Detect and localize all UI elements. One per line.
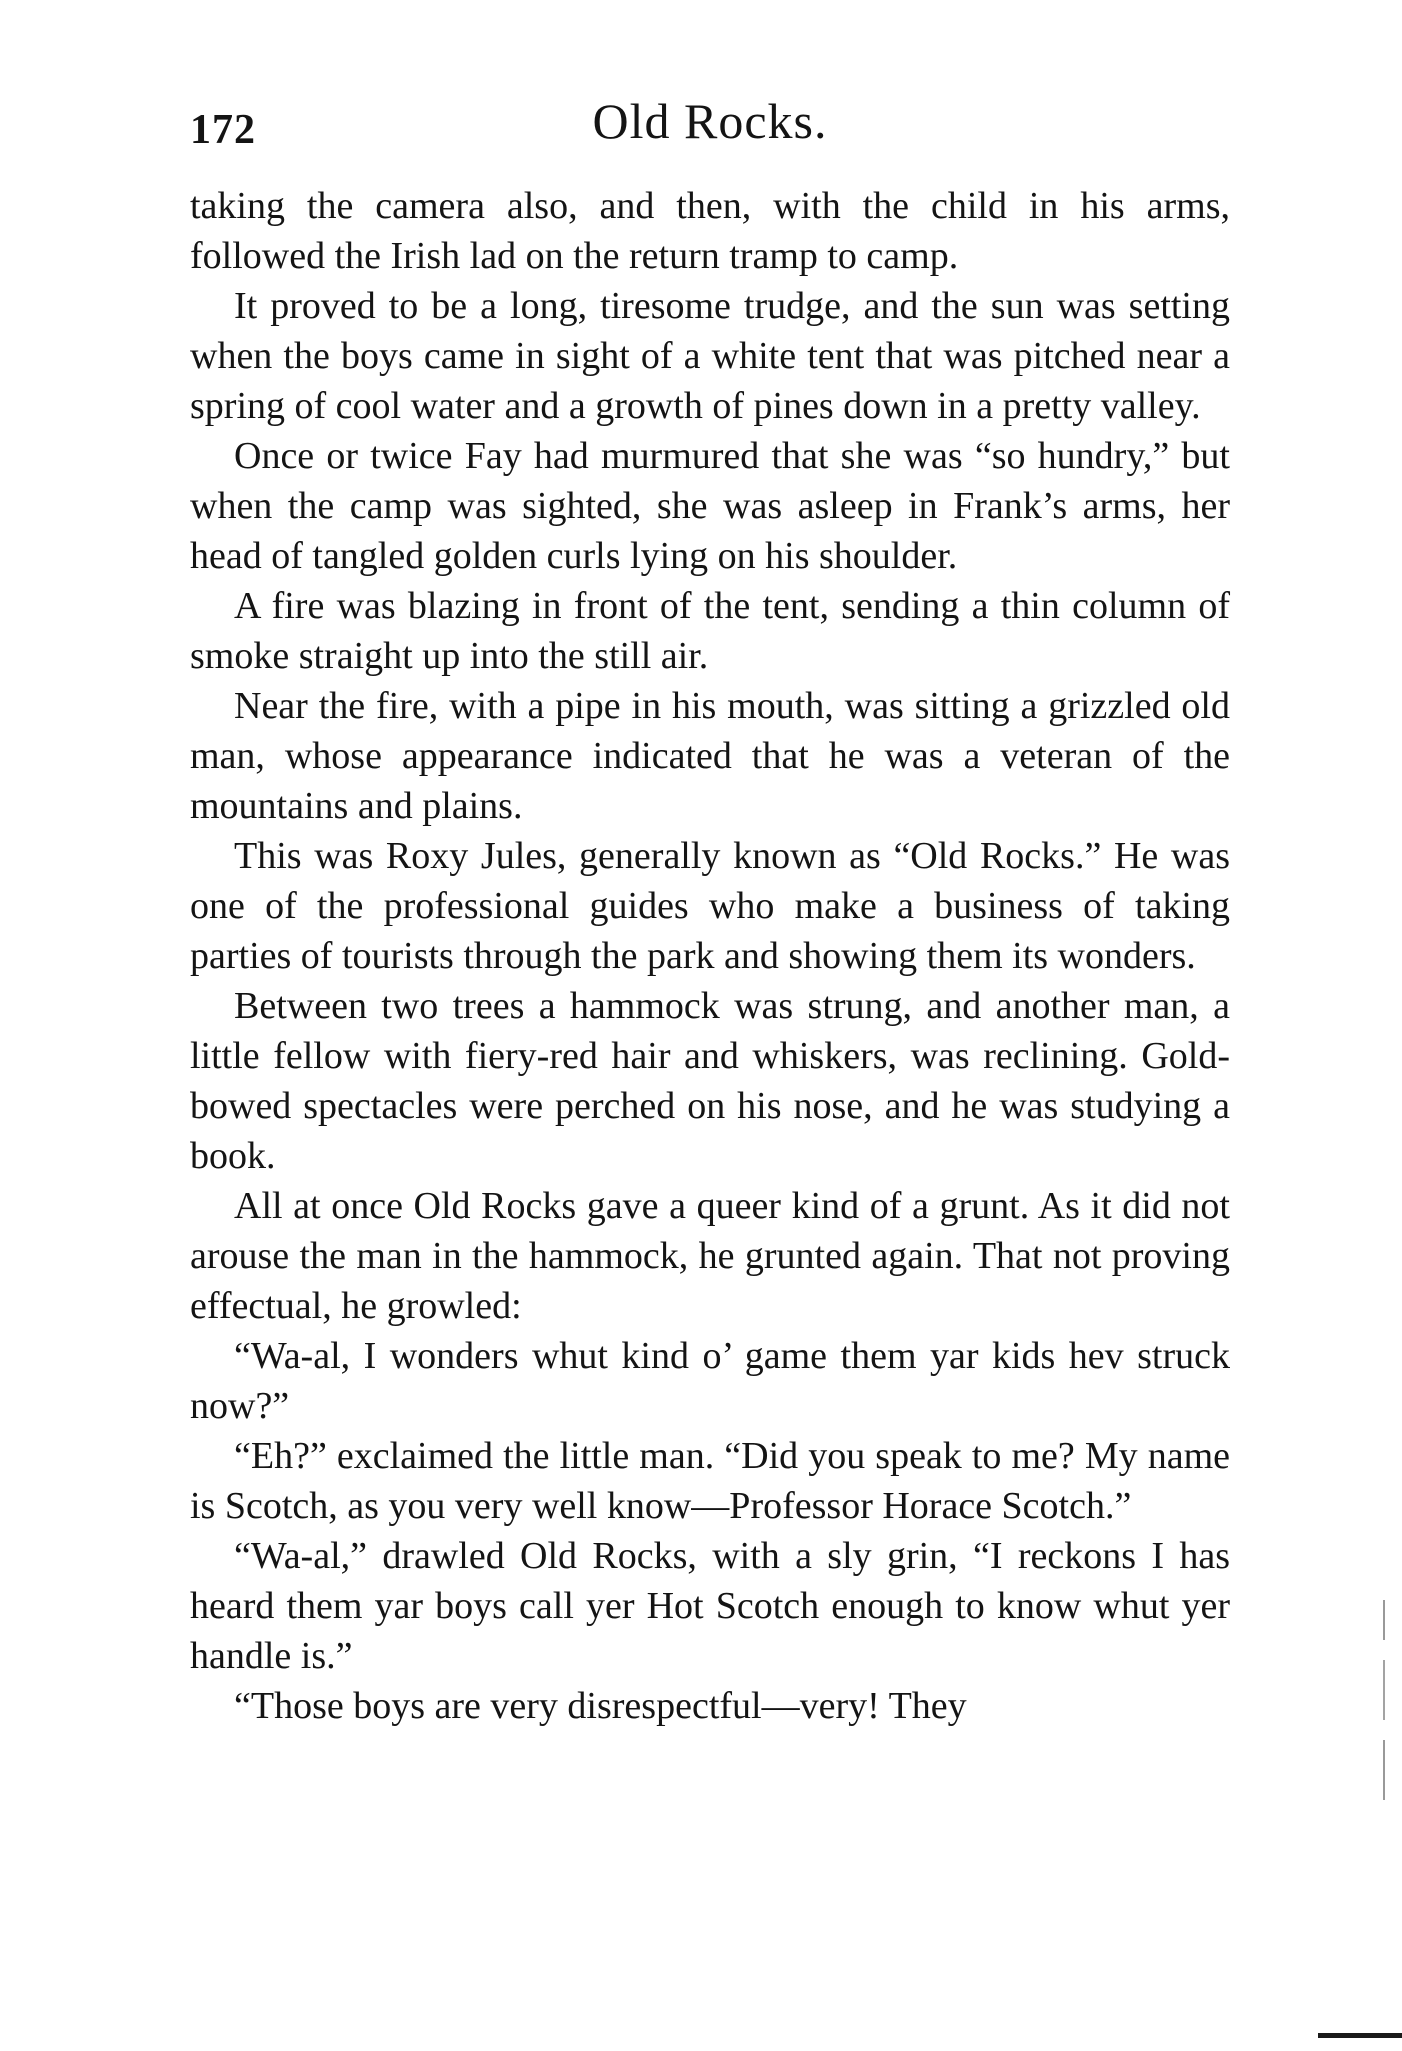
paragraph: “Wa-al, I wonders whut kind o’ game them yar kids hev struck now?” <box>190 1335 1230 1427</box>
body-text <box>190 181 1230 1731</box>
scan-corner-mark <box>1318 2033 1402 2038</box>
paragraph: Near the fire, with a pipe in his mouth, was sitting a grizzled old man, whose appearance indicated that he was a veteran of the mountains and plains. <box>190 685 1230 827</box>
paragraph: Once or twice Fay had murmured that she was “so hundry,” but when the camp was sighted, she was asleep in Frank’s arms, her head of tangled golden curls lying on his shoulder. <box>190 435 1230 577</box>
paragraph: A fire was blazing in front of the tent, sending a thin column of smoke straight up into the still air. <box>190 585 1230 677</box>
paragraph: taking the camera also, and then, with the child in his arms, followed the Irish lad on the return tramp to camp. <box>190 185 1230 277</box>
page-header <box>190 92 1230 152</box>
paragraph: “Eh?” exclaimed the little man. “Did you speak to me? My name is Scotch, as you very well know—Professor Horace Scotch.” <box>190 1435 1230 1527</box>
paragraph: “Those boys are very disrespectful—very! They <box>234 1685 967 1727</box>
scan-margin-mark <box>1383 1600 1385 1800</box>
paragraph: It proved to be a long, tiresome trudge, and the sun was setting when the boys came in sight of a white tent that was pitched near a spring of cool water and a growth of pines down in a pretty valley. <box>190 285 1230 427</box>
page-number: 172 <box>190 107 256 153</box>
paragraph: This was Roxy Jules, generally known as “Old Rocks.” He was one of the professional guides who make a business of taking parties of tourists through the park and showing them its wonders. <box>190 835 1230 977</box>
paragraph: Between two trees a hammock was strung, and another man, a little fellow with fiery-red hair and whiskers, was reclining. Gold-bowed spectacles were perched on his nose, and he was studying a book. <box>190 985 1230 1177</box>
running-head: Old Rocks. <box>592 93 828 149</box>
paragraph: All at once Old Rocks gave a queer kind of a grunt. As it did not arouse the man in the hammock, he grunted again. That not proving effectual, he growled: <box>190 1185 1230 1327</box>
paragraph: “Wa-al,” drawled Old Rocks, with a sly grin, “I reckons I has heard them yar boys call yer Hot Scotch enough to know whut yer handle is.” <box>190 1535 1230 1677</box>
